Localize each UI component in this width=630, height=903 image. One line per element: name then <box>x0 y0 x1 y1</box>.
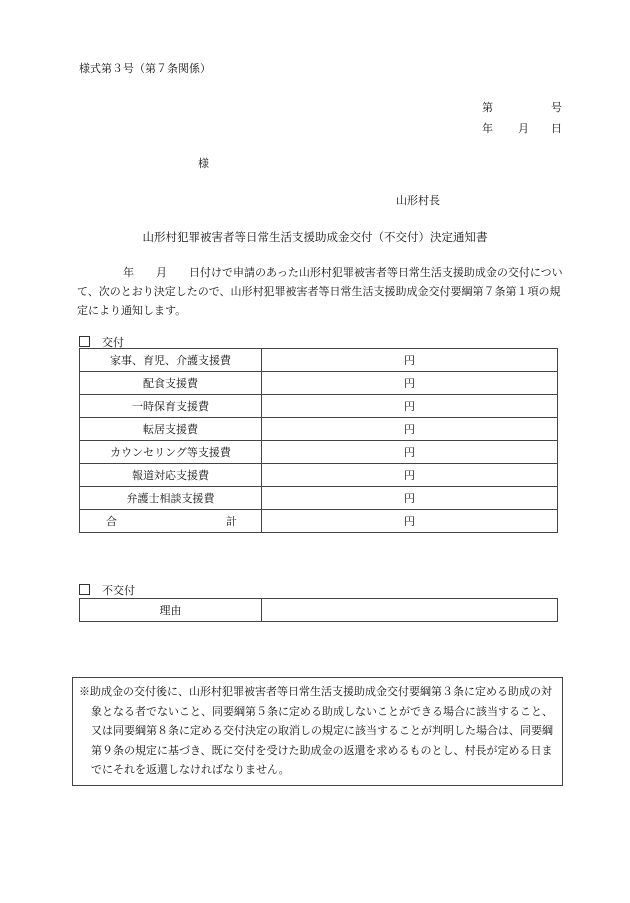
grant-item-row <box>80 418 558 441</box>
section-grant-label: 交付 <box>102 336 124 349</box>
section-non-grant-label: 不交付 <box>102 584 135 597</box>
grant-item-amount[interactable]: 円 <box>262 487 558 510</box>
section-non-grant <box>79 582 135 598</box>
grant-amount-table <box>79 348 558 533</box>
grant-item-amount[interactable]: 円 <box>262 349 558 372</box>
grant-item-label: 弁護士相談支援費 <box>80 487 262 510</box>
total-label-right: 計 <box>226 515 237 528</box>
grant-item-amount[interactable]: 円 <box>262 441 558 464</box>
refund-notice-text: ※助成金の交付後に、山形村犯罪被害者等日常生活支援助成金交付要綱第３条に定める助成の対象となる者でないこと、同要綱第５条に定める助成しないことができる場合に該当すること、又は同要綱第８条に定める交付決定の取消しの規定に該当することが判明した場合は、同要綱第９条の規定に基づき、既に交付を受けた助成金の返還を求めるものとし、村長が定める日までにそれを返還しなければなりません。 <box>79 685 553 776</box>
notice-body-text: 年 月 日付けで申請のあった山形村犯罪被害者等日常生活支援助成金の交付について、次のとおり決定したので、山形村犯罪被害者等日常生活支援助成金交付要綱第７条第１項の規定により通知します。 <box>77 266 563 317</box>
number-suffix: 号 <box>551 101 562 114</box>
addressee-suffix: 様 <box>198 157 209 170</box>
total-label-left: 合 <box>106 515 117 528</box>
grant-item-row <box>80 464 558 487</box>
grant-item-amount[interactable]: 円 <box>262 372 558 395</box>
reason-value-cell[interactable] <box>262 599 558 622</box>
total-label-cell <box>80 510 262 533</box>
grant-item-label: 家事、育児、介護支援費 <box>80 349 262 372</box>
grant-item-label: 転居支援費 <box>80 418 262 441</box>
grant-checkbox[interactable] <box>79 336 90 347</box>
issuer-name: 山形村長 <box>396 194 440 207</box>
date-month: 月 <box>518 122 529 135</box>
reason-label-cell: 理由 <box>80 599 262 622</box>
grant-item-row <box>80 441 558 464</box>
grant-item-label: 報道対応支援費 <box>80 464 262 487</box>
document-title: 山形村犯罪被害者等日常生活支援助成金交付（不交付）決定通知書 <box>142 230 488 244</box>
grant-item-row <box>80 487 558 510</box>
date-day: 日 <box>551 122 562 135</box>
grant-item-row <box>80 372 558 395</box>
grant-item-amount[interactable]: 円 <box>262 395 558 418</box>
form-number-label: 様式第３号（第７条関係） <box>79 62 211 75</box>
grant-item-label: カウンセリング等支援費 <box>80 441 262 464</box>
grant-item-amount[interactable]: 円 <box>262 418 558 441</box>
number-prefix: 第 <box>482 101 493 114</box>
reason-row <box>80 599 558 622</box>
grant-item-amount[interactable]: 円 <box>262 464 558 487</box>
non-grant-checkbox[interactable] <box>79 584 90 595</box>
grant-item-label: 配食支援費 <box>80 372 262 395</box>
total-amount-cell[interactable]: 円 <box>262 510 558 533</box>
grant-item-row <box>80 395 558 418</box>
reason-table <box>79 598 558 622</box>
total-row <box>80 510 558 533</box>
grant-item-row <box>80 349 558 372</box>
refund-notice-box <box>72 677 563 786</box>
grant-item-label: 一時保育支援費 <box>80 395 262 418</box>
date-year: 年 <box>482 122 493 135</box>
